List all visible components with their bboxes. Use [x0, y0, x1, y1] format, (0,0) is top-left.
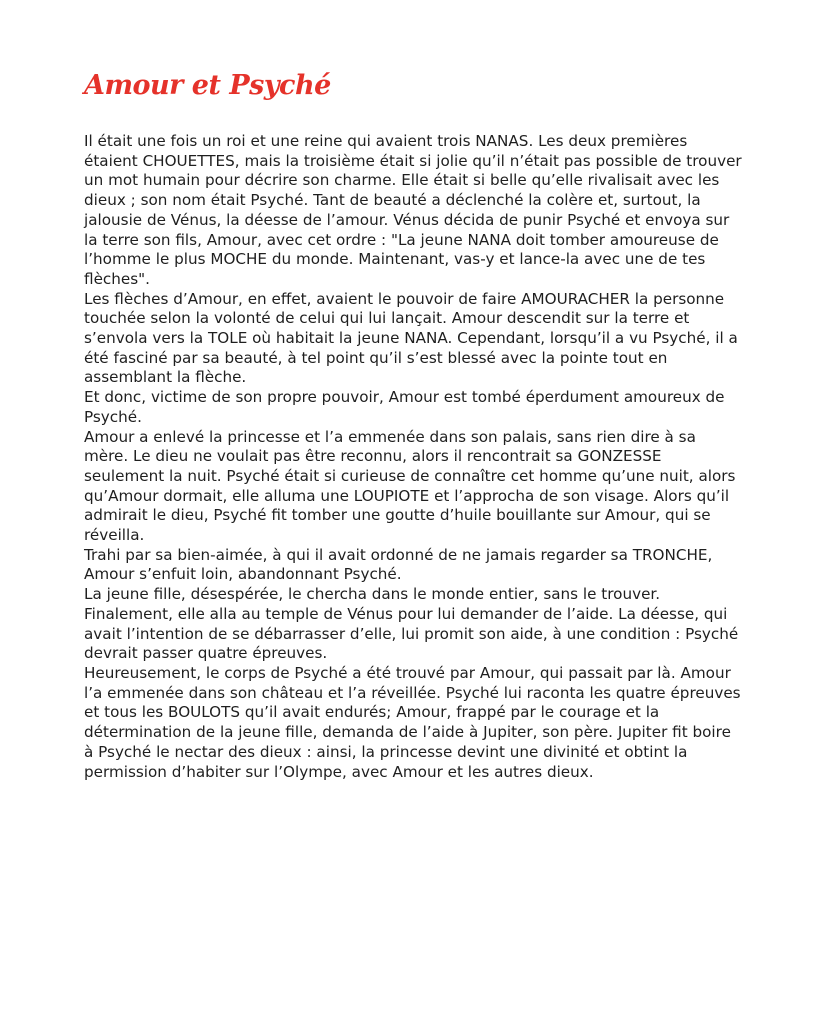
paragraph: Trahi par sa bien-aimée, à qui il avait ordonné de ne jamais regarder sa TRONCHE, Amour s’enfuit loin, abandonnant Psyché.: [84, 545, 713, 584]
paragraph: Les flèches d’Amour, en effet, avaient le pouvoir de faire AMOURACHER la personne touchée selon la volonté de celui qui lui lançait. Amour descendit sur la terre et s’envola vers la TOLE où habitait la jeune NANA. Cependant, lorsqu’il a vu Psyché, il a été fasciné par sa beauté, à tel point qu’il s’est blessé avec la pointe tout en assemblant la flèche.: [84, 289, 738, 387]
paragraph: Et donc, victime de son propre pouvoir, Amour est tombé éperdument amoureux de Psyché.: [84, 388, 725, 426]
document-title: Amour et Psyché: [84, 70, 331, 101]
document-body: [84, 132, 744, 782]
paragraph: Il était une fois un roi et une reine qui avaient trois NANAS. Les deux premières étaient CHOUETTES, mais la troisième était si jolie qu’il n’était pas possible de trouver un mot humain pour décrire son charme. Elle était si belle qu’elle rivalisait avec les dieux ; son nom était Psyché. Tant de beauté a déclenché la colère et, surtout, la jalousie de Vénus, la déesse de l’amour. Vénus décida de punir Psyché et envoya sur la terre son fils, Amour, avec cet ordre : "La jeune NANA doit tomber amoureuse de l’homme le plus MOCHE du monde. Maintenant, vas-y et lance-la avec une de tes flèches".: [84, 132, 742, 288]
paragraph: La jeune fille, désespérée, le chercha dans le monde entier, sans le trouver. Finalement, elle alla au temple de Vénus pour lui demander de l’aide. La déesse, qui avait l’intention de se débarrasser d’elle, lui promit son aide, à une condition : Psyché devrait passer quatre épreuves.: [84, 585, 739, 663]
paragraph: Amour a enlevé la princesse et l’a emmenée dans son palais, sans rien dire à sa mère. Le dieu ne voulait pas être reconnu, alors il rencontrait sa GONZESSE seulement la nuit. Psyché était si curieuse de connaître cet homme qu’une nuit, alors qu’Amour dormait, elle alluma une LOUPIOTE et l’approcha de son visage. Alors qu’il admirait le dieu, Psyché fit tomber une goutte d’huile bouillante sur Amour, qui se réveilla.: [84, 427, 736, 545]
paragraph: Heureusement, le corps de Psyché a été trouvé par Amour, qui passait par là. Amour l’a emmenée dans son château et l’a réveillée. Psyché lui raconta les quatre épreuves et tous les BOULOTS qu’il avait endurés; Amour, frappé par le courage et la détermination de la jeune fille, demanda de l’aide à Jupiter, son père. Jupiter fit boire à Psyché le nectar des dieux : ainsi, la princesse devint une divinité et obtint la permission d’habiter sur l’Olympe, avec Amour et les autres dieux.: [84, 663, 741, 781]
